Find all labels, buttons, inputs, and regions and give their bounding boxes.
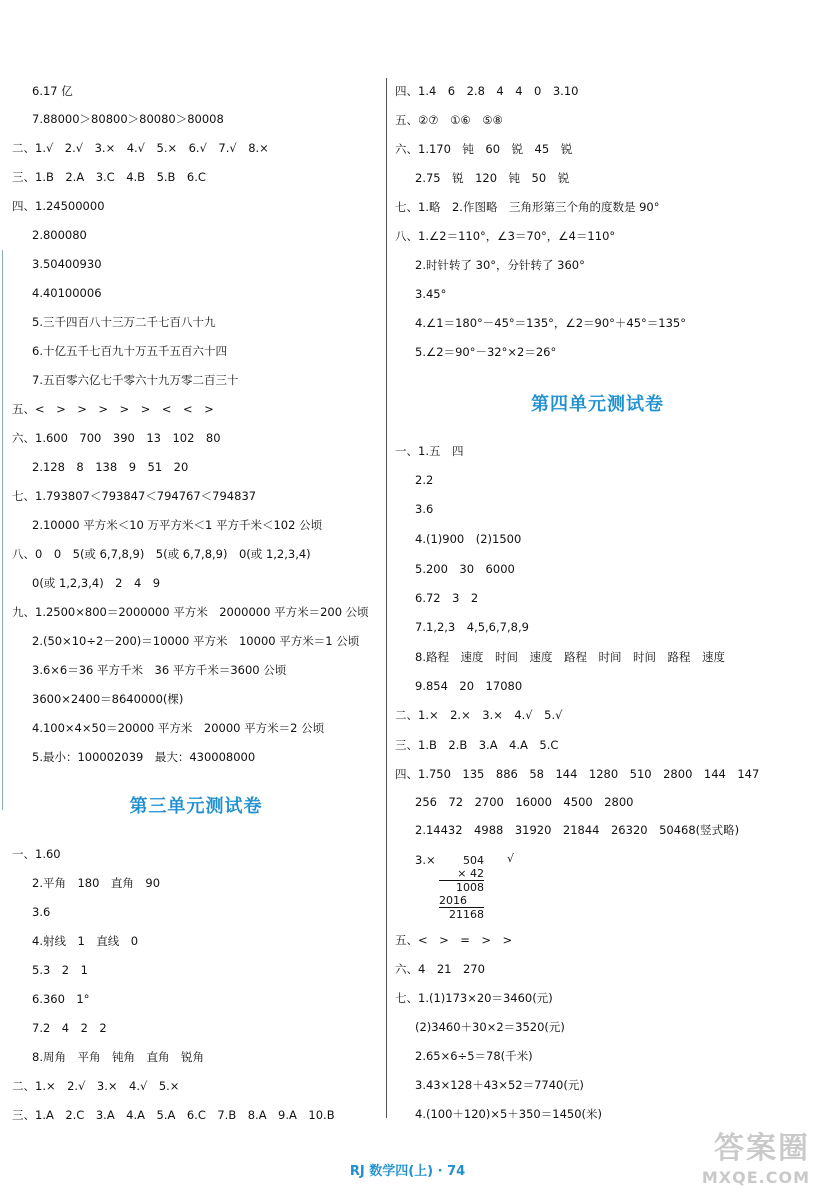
answer-line: 4.(100＋120)×5＋350＝1450(米) xyxy=(415,1107,602,1121)
column-divider xyxy=(386,78,387,1118)
answer-line: 六、1.600 700 390 13 102 80 xyxy=(12,431,221,445)
answer-line: (2)3460＋30×2＝3520(元) xyxy=(415,1020,565,1034)
section-heading-unit3: 第三单元测试卷 xyxy=(129,796,263,817)
answer-line: 4.射线 1 直线 0 xyxy=(32,934,139,948)
answer-line: 0(或 1,2,3,4) 2 4 9 xyxy=(32,576,161,590)
answer-line: 六、4 21 270 xyxy=(395,962,485,976)
answer-line: 3.43×128＋43×52＝7740(元) xyxy=(415,1078,584,1092)
answer-line: 256 72 2700 16000 4500 2800 xyxy=(415,795,634,809)
answer-line: 2.平角 180 直角 90 xyxy=(32,876,161,890)
answer-line: 8.周角 平角 钝角 直角 锐角 xyxy=(32,1050,204,1064)
answer-line: 五、< > = > > xyxy=(395,933,513,947)
answer-line: 四、1.4 6 2.8 4 4 0 3.10 xyxy=(395,84,579,98)
answer-line: 3600×2400＝8640000(棵) xyxy=(32,692,184,706)
answer-line: 4.(1)900 (2)1500 xyxy=(415,532,522,546)
answer-line: 4.40100006 xyxy=(32,286,102,300)
answer-line: 8.路程 速度 时间 速度 路程 时间 时间 路程 速度 xyxy=(415,650,725,664)
calc-multiplicand: 504 xyxy=(463,854,484,867)
answer-line: 七、1.略 2.作图略 三角形第三个角的度数是 90° xyxy=(395,200,660,214)
answer-line: 7.88000＞80800＞80080＞80008 xyxy=(32,112,224,126)
answer-line: 四、1.750 135 886 58 144 1280 510 2800 144 147 xyxy=(395,767,760,781)
answer-line: 二、1.× 2.× 3.× 4.√ 5.√ xyxy=(395,708,563,722)
answer-line: 五、< > > > > > < < > xyxy=(12,402,214,416)
watermark xyxy=(660,1130,810,1195)
answer-line: 3.6 xyxy=(415,502,434,516)
margin-line xyxy=(2,250,3,810)
section-heading-unit4: 第四单元测试卷 xyxy=(531,394,664,415)
answer-line: 4.100×4×50＝20000 平方米 20000 平方米＝2 公顷 xyxy=(32,721,325,735)
answer-line: 2.2 xyxy=(415,473,434,487)
answer-line: 3.× xyxy=(415,853,436,867)
answer-line: 6.72 3 2 xyxy=(415,591,479,605)
watermark-url: MXQE.COM xyxy=(701,1168,810,1187)
answer-line: 五、②⑦ ①⑥ ⑤⑧ xyxy=(395,113,503,127)
answer-line: 9.854 20 17080 xyxy=(415,679,523,693)
answer-line: 2.65×6÷5＝78(千米) xyxy=(415,1049,533,1063)
answer-line: 3.45° xyxy=(415,287,447,301)
answer-line: 七、1.793807＜793847＜794767＜794837 xyxy=(12,489,257,503)
answer-line: 三、1.B 2.B 3.A 4.A 5.C xyxy=(395,738,559,752)
check-mark: √ xyxy=(507,852,515,865)
answer-line: 七、1.(1)173×20＝3460(元) xyxy=(395,991,553,1005)
answer-line: 二、1.√ 2.√ 3.× 4.√ 5.× 6.√ 7.√ 8.× xyxy=(12,141,269,155)
answer-line: 三、1.B 2.A 3.C 4.B 5.B 6.C xyxy=(12,170,206,184)
answer-line: 5.最小：100002039 最大：430008000 xyxy=(32,750,256,764)
answer-line: 7.2 4 2 2 xyxy=(32,1021,107,1035)
answer-line: 5.三千四百八十三万二千七百八十九 xyxy=(32,315,216,329)
calc-multiplier: × 42 xyxy=(439,867,484,881)
answer-line: 3.6 xyxy=(32,905,51,919)
answer-line: 2.时针转了 30°，分针转了 360° xyxy=(415,258,585,272)
answer-line: 一、1.五 四 xyxy=(395,444,464,458)
calc-partial-product-1: 1008 xyxy=(456,881,484,894)
calc-partial-product-2: 2016 xyxy=(439,894,484,908)
answer-line: 三、1.A 2.C 3.A 4.A 5.A 6.C 7.B 8.A 9.A 10.B xyxy=(12,1108,335,1122)
answer-line: 6.十亿五千七百九十万五千五百六十四 xyxy=(32,344,227,358)
answer-line: 4.∠1＝180°－45°＝135°，∠2＝90°＋45°＝135° xyxy=(415,316,686,330)
answer-line: 7.五百零六亿七千零六十九万零二百三十 xyxy=(32,373,239,387)
answer-line: 八、1.∠2＝110°，∠3＝70°，∠4＝110° xyxy=(395,229,616,243)
answer-line: 2.128 8 138 9 51 20 xyxy=(32,460,189,474)
answer-line: 3.50400930 xyxy=(32,257,102,271)
answer-line: 九、1.2500×800＝2000000 平方米 2000000 平方米＝200 公顷 xyxy=(12,605,369,619)
answer-line: 6.17 亿 xyxy=(32,84,73,98)
answer-line: 一、1.60 xyxy=(12,847,61,861)
answer-line: 八、0 0 5(或 6,7,8,9) 5(或 6,7,8,9) 0(或 1,2,3,4) xyxy=(12,547,311,561)
answer-line: 7.1,2,3 4,5,6,7,8,9 xyxy=(415,620,529,634)
answer-line: 2.(50×10÷2－200)＝10000 平方米 10000 平方米＝1 公顷 xyxy=(32,634,360,648)
answer-line: 5.∠2＝90°－32°×2＝26° xyxy=(415,345,557,359)
answer-line: 二、1.× 2.√ 3.× 4.√ 5.× xyxy=(12,1079,180,1093)
answer-line: 2.10000 平方米＜10 万平方米＜1 平方千米＜102 公顷 xyxy=(32,518,323,532)
answer-line: 四、1.24500000 xyxy=(12,199,105,213)
answer-line: 2.14432 4988 31920 21844 26320 50468(竖式略) xyxy=(415,823,740,837)
answer-line: 5.3 2 1 xyxy=(32,963,88,977)
answer-line: 2.800080 xyxy=(32,228,87,242)
answer-line: 3.6×6＝36 平方千米 36 平方千米＝3600 公顷 xyxy=(32,663,287,677)
answer-line: 6.360 1° xyxy=(32,992,90,1006)
page-footer: RJ 数学四(上) · 74 xyxy=(349,1164,466,1179)
answer-line: 2.75 锐 120 钝 50 锐 xyxy=(415,171,570,185)
answer-line: 六、1.170 钝 60 锐 45 锐 xyxy=(395,142,573,156)
answer-line: 5.200 30 6000 xyxy=(415,562,515,576)
calc-result: 21168 xyxy=(449,908,484,921)
watermark-logo: 答案圈 xyxy=(714,1131,810,1166)
